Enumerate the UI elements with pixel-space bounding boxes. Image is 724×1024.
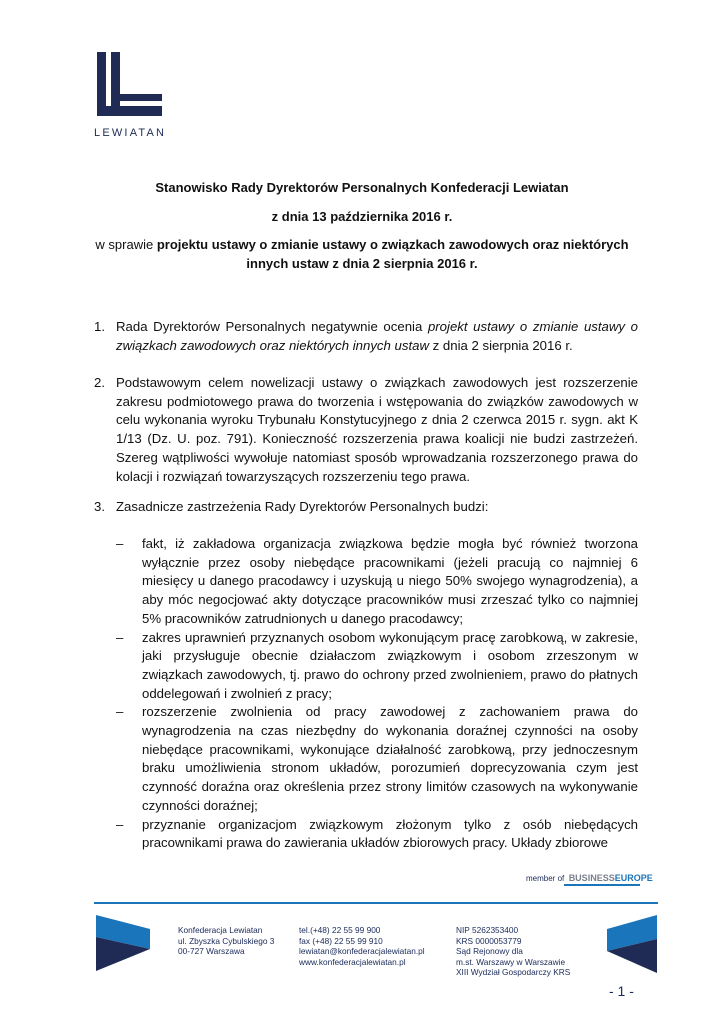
footer-registration xyxy=(456,925,570,978)
footer-line: Sąd Rejonowy dla xyxy=(456,946,523,957)
footer-line: 00-727 Warszawa xyxy=(178,946,245,957)
point-italic-text: projekt ustawy o zmianie ustawy o związkach zawodowych oraz niektórych innych ustaw xyxy=(116,319,638,353)
point-text: Podstawowym celem nowelizacji ustawy o związkach zawodowych jest rozszerzenie zakresu podmiotowego prawa do tworzenia i wstępowania do związków zawodowych w celu wykonania wyroku Trybunału Konstytucyjnego z dnia 2 czerwca 2015 r. sygn. akt K 1/13 (Dz. U. poz. 791). Konieczność rozszerzenia prawa koalicji nie budzi zastrzeżeń. Szereg wątpliwości wywołuje natomiast sposób wprowadzania rozszerzonego prawa do kolacji i rozwiązań towarzyszących rozszerzeniu tego prawa. xyxy=(116,375,638,484)
list-item xyxy=(94,816,638,853)
list-item xyxy=(94,703,638,815)
list-item xyxy=(94,629,638,704)
lewiatan-flag-icon xyxy=(607,915,657,973)
point-text: Rada Dyrektorów Personalnych negatywnie ocenia xyxy=(116,319,428,334)
dash-bullet: – xyxy=(116,704,124,720)
footer-contact xyxy=(299,925,425,967)
footer-line: m.st. Warszawy w Warszawie xyxy=(456,956,566,967)
lewiatan-flag-icon xyxy=(96,915,150,971)
list-item-text: fakt, iż zakładowa organizacja związkowa będzie mogła być również tworzona wyłącznie przez osoby niebędące pracownikami (jeżeli pracują co najmniej 6 miesięcy u danego pracodawcy i uzyskują u niego 50% swojego wynagrodzenia), a aby móc negocjować akty dotyczące pracowników musi zrzeszać tylko co najmniej 5% pracowników zatrudnionych u danego pracodawcy; xyxy=(142,536,638,626)
businesseurope-part2: EUROPE xyxy=(614,873,653,883)
subject-line: projektu ustawy o zmianie ustawy o związkach zawodowych oraz niektórych xyxy=(156,237,629,252)
list-item-text: przyznanie organizacjom związkowym złożonym tylko z osób niebędących pracownikami prawa do zawierania układów zbiorowych pracy. Układy zbiorowe xyxy=(142,816,638,851)
footer-website: www.konfederacjalewiatan.pl xyxy=(299,956,406,967)
point-number: 3. xyxy=(94,499,105,514)
point-number: 1. xyxy=(94,319,105,334)
logo-text: LEWIATAN xyxy=(94,127,167,139)
dash-bullet: – xyxy=(116,816,124,832)
footer-email: lewiatan@konfederacjalewiatan.pl xyxy=(299,946,425,957)
footer-line: NIP 5262353400 xyxy=(456,925,519,935)
point-text: Zasadnicze zastrzeżenia Rady Dyrektorów Personalnych budzi: xyxy=(116,499,489,514)
footer-line: XIII Wydział Gospodarczy KRS xyxy=(456,967,571,978)
document-title: Stanowisko Rady Dyrektorów Personalnych Konfederacji Lewiatan xyxy=(155,180,569,195)
subject-prefix: w sprawie xyxy=(95,237,157,252)
footer-line: ul. Zbyszka Cybulskiego 3 xyxy=(178,935,275,946)
footer-line: Konfederacja Lewiatan xyxy=(178,925,263,935)
footer-address xyxy=(178,925,274,957)
businesseurope-part1: BUSINESS xyxy=(568,873,615,883)
point-1 xyxy=(94,318,638,355)
subject-line-2: innych ustaw z dnia 2 sierpnia 2016 r. xyxy=(246,256,478,271)
footer-line: KRS 0000053779 xyxy=(456,935,522,946)
point-text-end: z dnia 2 sierpnia 2016 r. xyxy=(428,337,573,353)
member-prefix: member of xyxy=(526,874,565,883)
list-item xyxy=(94,535,638,629)
point-number: 2. xyxy=(94,375,105,390)
document-date: z dnia 13 października 2016 r. xyxy=(271,209,453,224)
objection-list xyxy=(94,535,638,853)
page-number: - 1 - xyxy=(609,983,634,999)
footer-divider xyxy=(94,902,658,904)
list-item-text: rozszerzenie zwolnienia od pracy zawodowej z zachowaniem prawa do wynagrodzenia na czas niezbędny do wykonania doraźnej czynności na osoby niebędące pracownikami, wykonujące działalność zarobkową, przy jednoczesnym braku umożliwienia stronom układów, porozumień doprecyzowania czym jest czynność doraźna oraz określenia przez strony limitów czasowych na wykonywanie czynności doraźnej; xyxy=(142,704,638,813)
member-of-businesseurope xyxy=(526,873,653,883)
list-item-text: zakres uprawnień przyznanych osobom wykonującym pracę zarobkową, w zakresie, jaki przysługuje obecnie działaczom związkowym i osobom zrzeszonym w związkach zawodowych, tj. prawo do ochrony przed zwolnieniem, prawo do płatnych oddelegowań i zwolnień z pracy; xyxy=(142,629,638,701)
point-2 xyxy=(94,374,638,486)
footer-line: fax (+48) 22 55 99 910 xyxy=(299,935,383,946)
dash-bullet: – xyxy=(116,536,124,551)
footer-line: tel.(+48) 22 55 99 900 xyxy=(299,925,381,935)
dash-bullet: – xyxy=(116,629,124,645)
businesseurope-underline xyxy=(564,884,640,886)
document-subject xyxy=(60,235,664,273)
point-3 xyxy=(94,498,638,517)
